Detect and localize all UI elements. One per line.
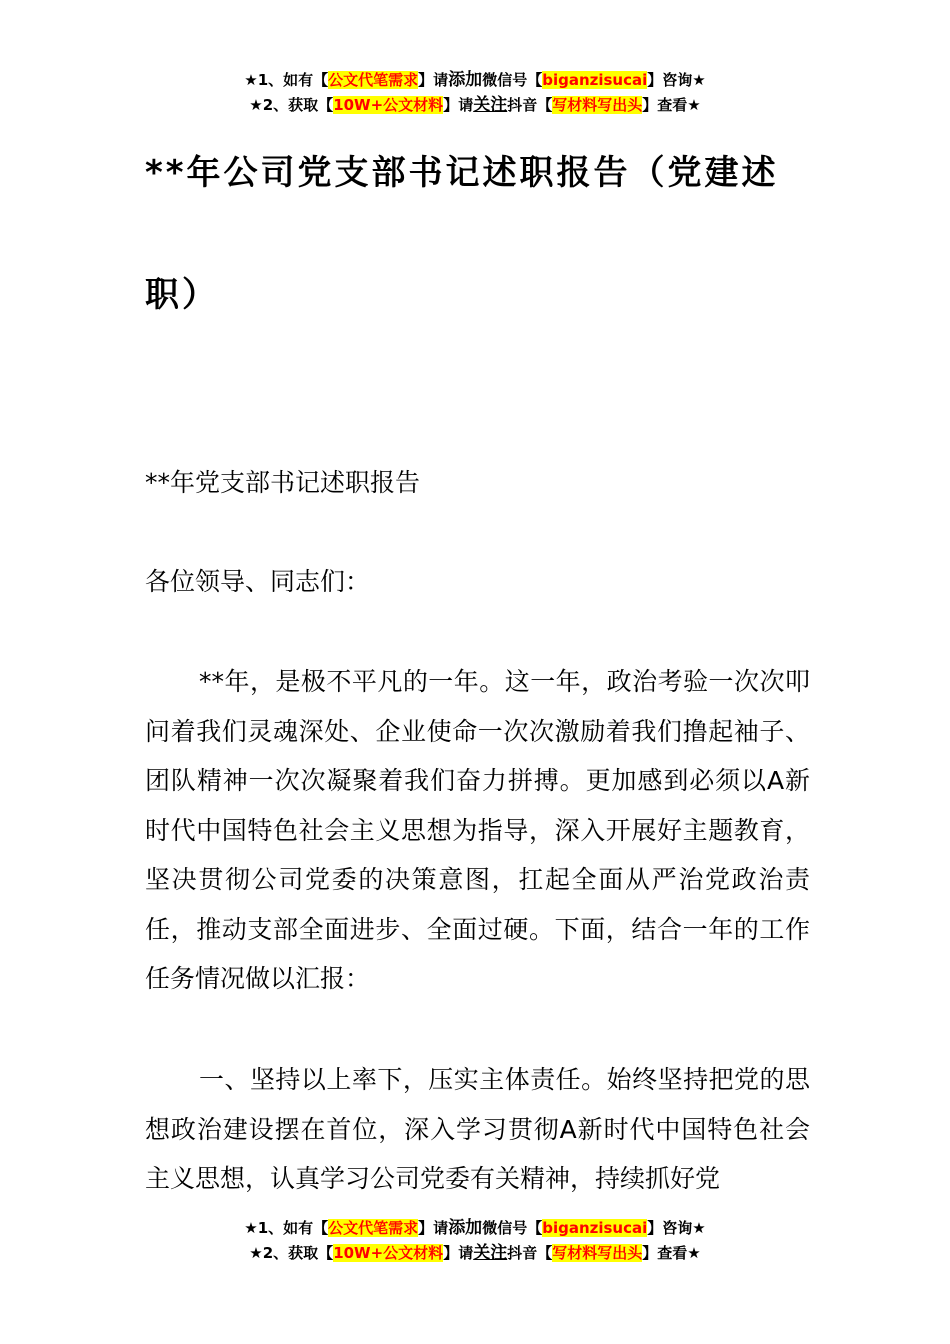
body-paragraph: **年，是极不平凡的一年。这一年，政治考验一次次叩问着我们灵魂深处、企业使命一次次激励着我们撸起袖子、团队精神一次次凝聚着我们奋力拼搏。更加感到必须以A新时代中国特色社会主义思想为指导，深入开展好主题教育，坚决贯彻公司党委的决策意图，扛起全面从严治党政治责任，推动支部全面进步、全面过硬。下面，结合一年的工作任务情况做以汇报： (145, 667, 810, 993)
promo-line-2 (0, 1241, 950, 1266)
promo-text: 】请 (418, 71, 449, 89)
promo-text: 】请 (443, 96, 474, 114)
promo-text: 微信号【 (482, 1219, 543, 1237)
promo-highlight-wechat: biganzisucai (542, 71, 648, 89)
star-icon: ★ (692, 71, 706, 89)
body-paragraph: 一、坚持以上率下，压实主体责任。始终坚持把党的思想政治建设摆在首位，深入学习贯彻A新时代中国特色社会主义思想，认真学习公司党委有关精神，持续抓好党 (145, 1065, 810, 1193)
salutation: 各位领导、同志们： (145, 567, 371, 596)
promo-text: 】咨询 (647, 71, 693, 89)
promo-text: 】咨询 (647, 1219, 693, 1237)
promo-highlight-service: 公文代笔需求 (328, 71, 419, 89)
promo-text: 1、如有【 (257, 1219, 329, 1237)
salutation-block (145, 557, 810, 607)
star-icon: ★ (244, 1219, 258, 1237)
star-icon: ★ (692, 1219, 706, 1237)
promo-text: 】请 (418, 1219, 449, 1237)
promo-text: 】查看 (642, 1244, 688, 1262)
promo-text: 2、获取【 (262, 1244, 334, 1262)
promo-line-1 (0, 1216, 950, 1241)
promo-highlight-materials: 10W+公文材料 (333, 1244, 444, 1262)
star-icon: ★ (249, 96, 263, 114)
promo-highlight-materials: 10W+公文材料 (333, 96, 444, 114)
star-icon: ★ (244, 71, 258, 89)
promo-highlight-douyin: 写材料写出头 (552, 96, 643, 114)
promo-line-1 (0, 68, 950, 93)
promo-text: 微信号【 (482, 71, 543, 89)
promo-emphasis: 添加 (448, 70, 483, 90)
promo-emphasis: 关注 (473, 95, 508, 115)
star-icon: ★ (687, 1244, 701, 1262)
report-subtitle: **年党支部书记述职报告 (145, 468, 421, 497)
promo-emphasis: 关注 (473, 1243, 508, 1263)
promo-highlight-douyin: 写材料写出头 (552, 1244, 643, 1262)
promo-header-top (0, 68, 950, 118)
document-body (145, 458, 810, 508)
promo-text: 抖音【 (507, 1244, 553, 1262)
paragraph-block-1 (145, 657, 810, 1004)
promo-highlight-wechat: biganzisucai (542, 1219, 648, 1237)
promo-text: 】查看 (642, 96, 688, 114)
promo-text: 1、如有【 (257, 71, 329, 89)
promo-header-bottom (0, 1216, 950, 1266)
document-title: **年公司党支部书记述职报告（党建述职） (145, 153, 779, 315)
promo-text: 2、获取【 (262, 96, 334, 114)
promo-emphasis: 添加 (448, 1218, 483, 1238)
star-icon: ★ (687, 96, 701, 114)
star-icon: ★ (249, 1244, 263, 1262)
promo-text: 】请 (443, 1244, 474, 1262)
paragraph-block-2 (145, 1055, 810, 1204)
promo-text: 抖音【 (507, 96, 553, 114)
promo-highlight-service: 公文代笔需求 (328, 1219, 419, 1237)
